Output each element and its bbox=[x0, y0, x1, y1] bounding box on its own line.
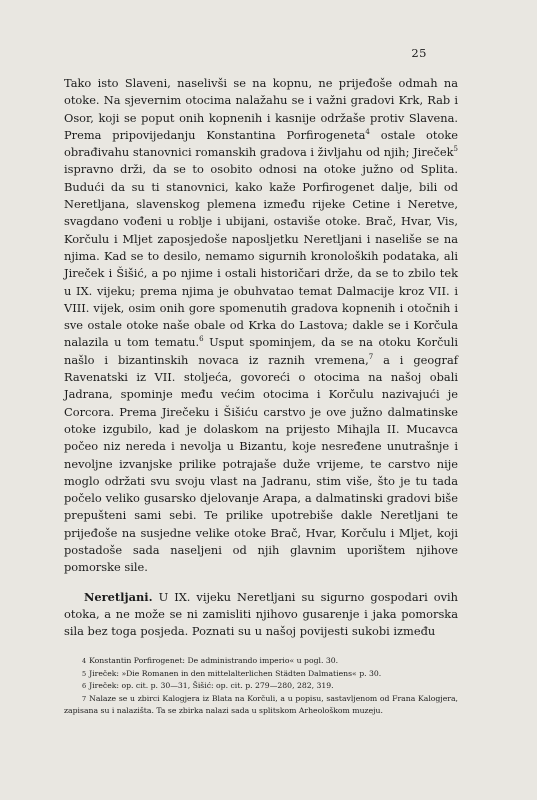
footnote-ref-5[interactable]: 5 bbox=[453, 145, 458, 154]
footnote-number: 7 bbox=[82, 694, 87, 703]
paragraph-2 bbox=[64, 589, 458, 641]
page-number: 25 bbox=[411, 46, 427, 60]
footnote-text: Nalaze se u zbirci Kalogjera iz Blata na Korčuli, a u popisu, sastavljenom od Frana Kalogjera, zapisana su i nalazišta. Ta se zbirka nalazi sada u splitskom Arheološkom muzeju. bbox=[64, 693, 458, 716]
paragraph-1-text: ostale otoke obrađivahu stanovnici romanskih gradova i življahu od njih; Jireček bbox=[64, 127, 458, 160]
body-text bbox=[64, 75, 458, 641]
footnote-number: 4 bbox=[82, 657, 87, 665]
footnote-text: Jireček: »Die Romanen in den mittelalterlichen Städten Dalmatiens« p. 30. bbox=[89, 668, 382, 678]
paragraph-1-text: a i geograf Ravenatski iz VII. stoljeća, govoreći o otocima na našoj obali Jadrana, spominje među većim otocima i Korčulu nazivajući je Corcora. Prema Jirečeku i Šišiću carstvo je ove južno dalmatinske otoke izgubilo, kad je dolaskom na prijesto Mihajla II. Mucavca počeo niz nereda i nevolja u Bizantu, koje nesređene unutrašnje i nevoljne izvanjske prilike potrajaše duže vrijeme, te carstvo nije moglo održati svu svoju vlast na Jadranu, stim više, što je tu tada počelo veliko gusarsko djelovanje Arapa, a dalmatinski gradovi biše prepušteni sami sebi. Te prilike upotrebiše dakle Neretljani te prijeđoše na susjedne velike otoke Brač, Hvar, Korčulu i Mljet, koji postadoše sada naseljeni od njih glavnim uporištem njihove pomorske sile. bbox=[64, 352, 458, 575]
footnote bbox=[64, 693, 458, 718]
paragraph-1-text: Tako isto Slaveni, naselivši se na kopnu, ne prijeđoše odmah na otoke. Na sjevernim otocima nalažahu se i važni gradovi Krk, Rab i Osor, koji se poput onih kopnenih i kasnije održaše protiv Slavena. Prema pripovijedanju Konstantina Porfirogeneta bbox=[64, 76, 458, 142]
footnote bbox=[64, 655, 458, 668]
footnote-number: 5 bbox=[82, 669, 87, 678]
paragraph-1-text: ispravno drži, da se to osobito odnosi na otoke južno od Splita. Budući da su ti stanovnici, kako kaže Porfirogenet dalje, bili od Neretljana, slavenskog plemena između rijeke Cetine i Neretve, svagdano vođeni u roblje i ubijani, ostaviše otoke. Brač, Hvar, Vis, Korčulu i Mljet zaposjedoše naposljetku Neretljani i naseliše se na njima. Kad se to desilo, nemamo sigurnih kronoloških podataka, ali Jireček i Šišić, a po njime i ostali historičari drže, da se to zbilo tek u IX. vijeku; prema njima je obuhvatao temat Dalmacije kroz VII. i VIII. vijek, osim onih gore spomenutih gradova kopnenih i otočnih i sve ostale otoke naše obale od Krka do Lastova; dakle se i Korčula nalazila u tom tematu. bbox=[64, 162, 458, 350]
footnote bbox=[64, 668, 458, 681]
footnote-number: 6 bbox=[82, 682, 87, 691]
footnote-text: Konstantin Porfirogenet: De administrando imperio« u pogl. 30. bbox=[89, 656, 339, 665]
paragraph-1-text: Usput spominjem, da se na otoku Korčuli našlo i bizantinskih novaca iz raznih vremena, bbox=[64, 335, 458, 367]
footnote bbox=[64, 680, 458, 693]
paragraph-2-text: U IX. vijeku Neretljani su sigurno gospodari ovih otoka, a ne može se ni zamisliti njihovo gusarenje i jaka pomorska sila bez toga posjeda. Poznati su u našoj povijesti sukobi između bbox=[64, 589, 458, 639]
footnote-ref-4[interactable]: 4 bbox=[365, 127, 370, 136]
paragraph-1 bbox=[64, 75, 458, 577]
footnote-ref-6[interactable]: 6 bbox=[199, 335, 204, 344]
footnote-ref-7[interactable]: 7 bbox=[368, 352, 374, 361]
footnote-text: Jireček: op. cit. p. 30—31, Šišić: op. cit. p. 279—280, 282, 319. bbox=[89, 681, 334, 691]
section-run-in-heading: Neretljani. bbox=[84, 589, 153, 604]
footnotes bbox=[64, 655, 458, 718]
